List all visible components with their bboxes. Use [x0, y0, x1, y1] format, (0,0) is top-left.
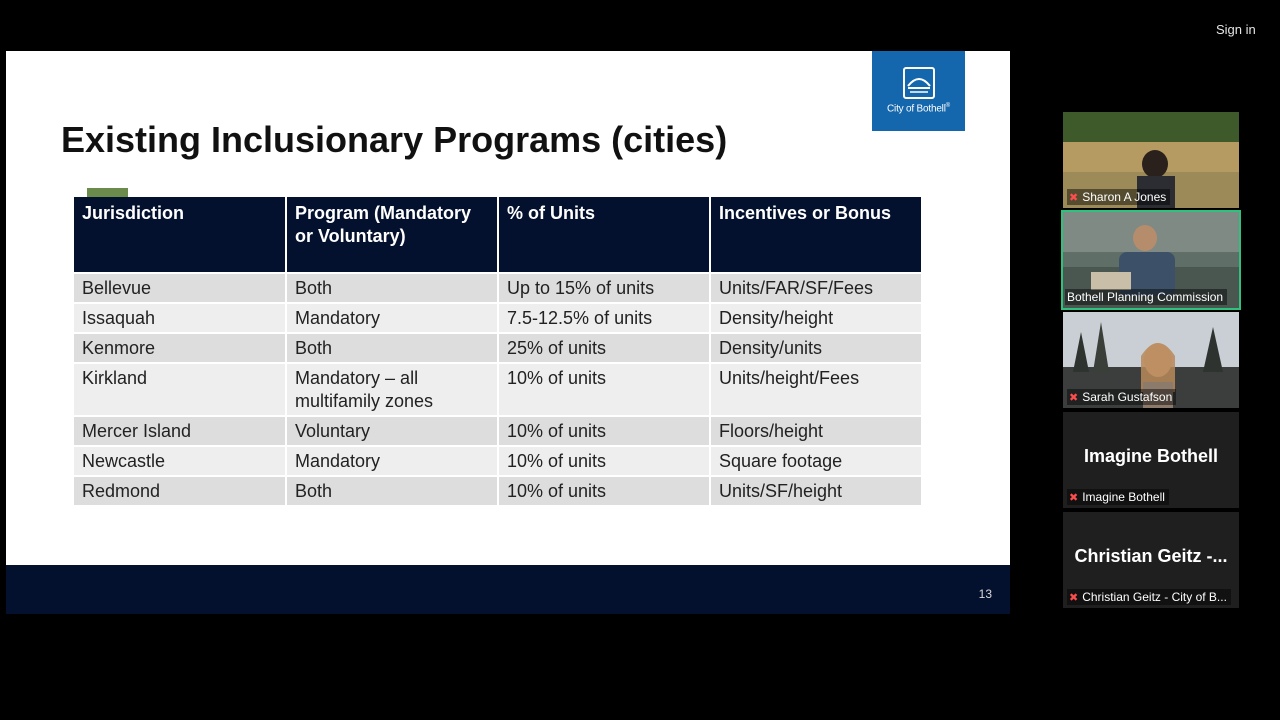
- participant-display-name: Christian Geitz -...: [1074, 546, 1228, 566]
- sign-in-link[interactable]: Sign in: [1216, 22, 1256, 37]
- cell-program: Mandatory: [286, 303, 498, 333]
- cell-percent: 10% of units: [498, 363, 710, 416]
- cell-incentives: Density/height: [710, 303, 921, 333]
- slide-footer-bar: [6, 565, 1010, 614]
- participant-display-name: Imagine Bothell: [1083, 446, 1218, 466]
- cell-program: Both: [286, 333, 498, 363]
- cell-jurisdiction: Mercer Island: [74, 416, 286, 446]
- table-row: [74, 476, 921, 505]
- participant-tile-christian-geitz[interactable]: [1063, 512, 1239, 608]
- cell-incentives: Units/FAR/SF/Fees: [710, 273, 921, 303]
- slide-page-number: 13: [978, 587, 992, 601]
- cell-incentives: Square footage: [710, 446, 921, 476]
- title-accent-bar: [87, 188, 128, 197]
- mic-muted-icon: ✖: [1069, 492, 1079, 504]
- header-program: Program (Mandatory or Voluntary): [286, 197, 498, 273]
- participant-name-label: ✖ Imagine Bothell: [1067, 489, 1169, 505]
- cell-jurisdiction: Kirkland: [74, 363, 286, 416]
- cell-program: Voluntary: [286, 416, 498, 446]
- mic-muted-icon: ✖: [1069, 592, 1079, 604]
- participant-tile-sarah-gustafson[interactable]: [1063, 312, 1239, 408]
- mic-muted-icon: ✖: [1069, 392, 1079, 404]
- participant-name-label: ✖ Sharon A Jones: [1067, 189, 1170, 205]
- cell-jurisdiction: Bellevue: [74, 273, 286, 303]
- participant-tile-planning-commission[interactable]: [1063, 212, 1239, 308]
- cell-percent: 25% of units: [498, 333, 710, 363]
- table-row: [74, 363, 921, 416]
- cell-jurisdiction: Kenmore: [74, 333, 286, 363]
- cell-percent: 7.5-12.5% of units: [498, 303, 710, 333]
- table-row: [74, 416, 921, 446]
- table-header-row: [74, 197, 921, 273]
- cell-percent: Up to 15% of units: [498, 273, 710, 303]
- cell-program: Both: [286, 476, 498, 505]
- presentation-slide: [6, 51, 1010, 614]
- cell-incentives: Units/height/Fees: [710, 363, 921, 416]
- cell-incentives: Units/SF/height: [710, 476, 921, 505]
- cell-incentives: Floors/height: [710, 416, 921, 446]
- table-row: [74, 333, 921, 363]
- cell-jurisdiction: Issaquah: [74, 303, 286, 333]
- cell-program: Both: [286, 273, 498, 303]
- participant-name-label: Bothell Planning Commission: [1065, 289, 1227, 305]
- city-logo: [872, 51, 965, 131]
- header-incentives: Incentives or Bonus: [710, 197, 921, 273]
- cell-incentives: Density/units: [710, 333, 921, 363]
- table-row: [74, 273, 921, 303]
- slide-title: Existing Inclusionary Programs (cities): [61, 119, 728, 160]
- participant-tile-imagine-bothell[interactable]: [1063, 412, 1239, 508]
- participant-tile-sharon-jones[interactable]: [1063, 112, 1239, 208]
- cell-percent: 10% of units: [498, 476, 710, 505]
- cell-jurisdiction: Redmond: [74, 476, 286, 505]
- cell-jurisdiction: Newcastle: [74, 446, 286, 476]
- participant-name-label: ✖ Christian Geitz - City of B...: [1067, 589, 1231, 605]
- participant-name-label: ✖ Sarah Gustafson: [1067, 389, 1176, 405]
- table-row: [74, 303, 921, 333]
- table-row: [74, 446, 921, 476]
- header-percent-units: % of Units: [498, 197, 710, 273]
- cell-percent: 10% of units: [498, 416, 710, 446]
- programs-table: [74, 197, 921, 505]
- header-jurisdiction: Jurisdiction: [74, 197, 286, 273]
- mic-muted-icon: ✖: [1069, 192, 1079, 204]
- cell-percent: 10% of units: [498, 446, 710, 476]
- cell-program: Mandatory: [286, 446, 498, 476]
- bridge-logo-icon: [902, 66, 936, 100]
- logo-text: City of Bothell®: [887, 103, 950, 115]
- cell-program: Mandatory – all multifamily zones: [286, 363, 498, 416]
